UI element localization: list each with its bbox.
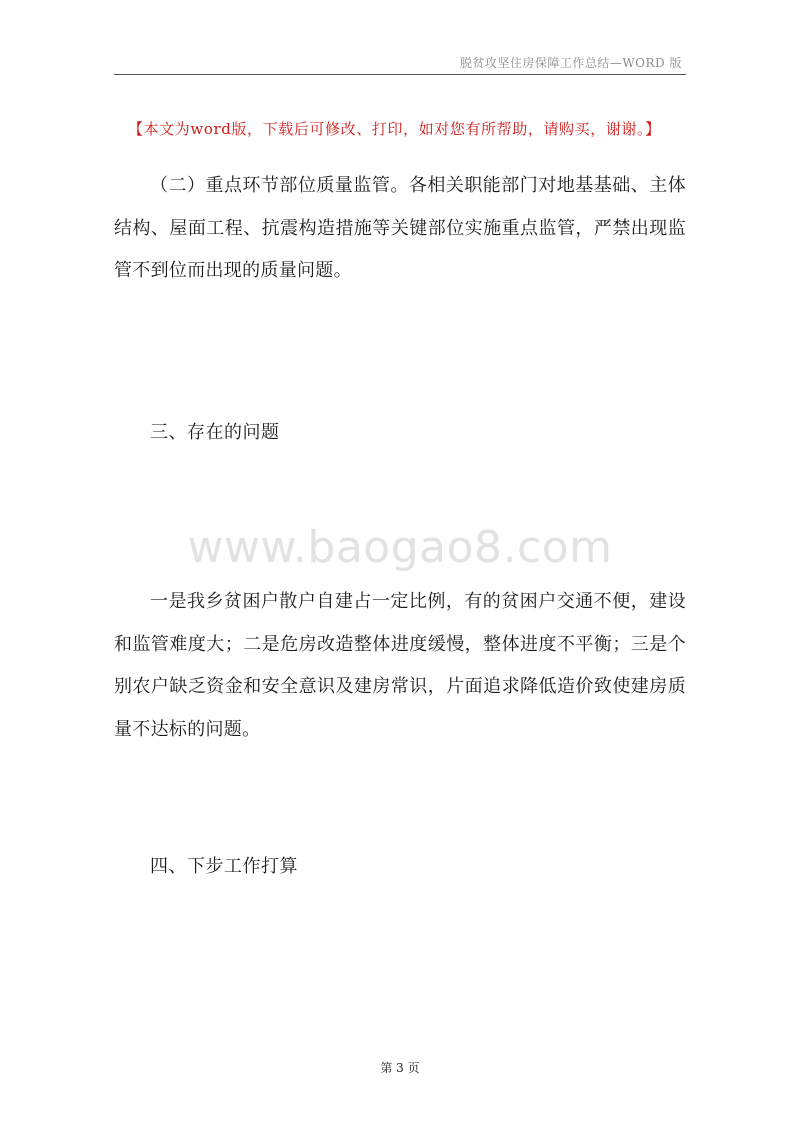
purchase-notice: 【本文为word版，下载后可修改、打印，如对您有所帮助，请购买，谢谢。】 <box>128 120 661 138</box>
paragraph-quality-supervision: （二）重点环节部位质量监管。各相关职能部门对地基基础、主体结构、屋面工程、抗震构造措施等关键部位实施重点监管，严禁出现监管不到位而出现的质量问题。 <box>114 175 686 281</box>
page-number: 第 3 页 <box>380 1061 420 1075</box>
watermark: www.baogao8.com <box>187 522 613 573</box>
heading-next-steps: 四、下步工作打算 <box>150 856 298 877</box>
heading-existing-problems: 三、存在的问题 <box>150 422 280 443</box>
paragraph-problems: 一是我乡贫困户散户自建占一定比例，有的贫困户交通不便，建设和监管难度大；二是危房改造整体进度缓慢，整体进度不平衡；三是个别农户缺乏资金和安全意识及建房常识，片面追求降低造价致使建房质量不达标的问题。 <box>114 591 686 740</box>
header-divider <box>114 74 686 75</box>
header-title: 脱贫攻坚住房保障工作总结—WORD 版 <box>459 56 682 70</box>
